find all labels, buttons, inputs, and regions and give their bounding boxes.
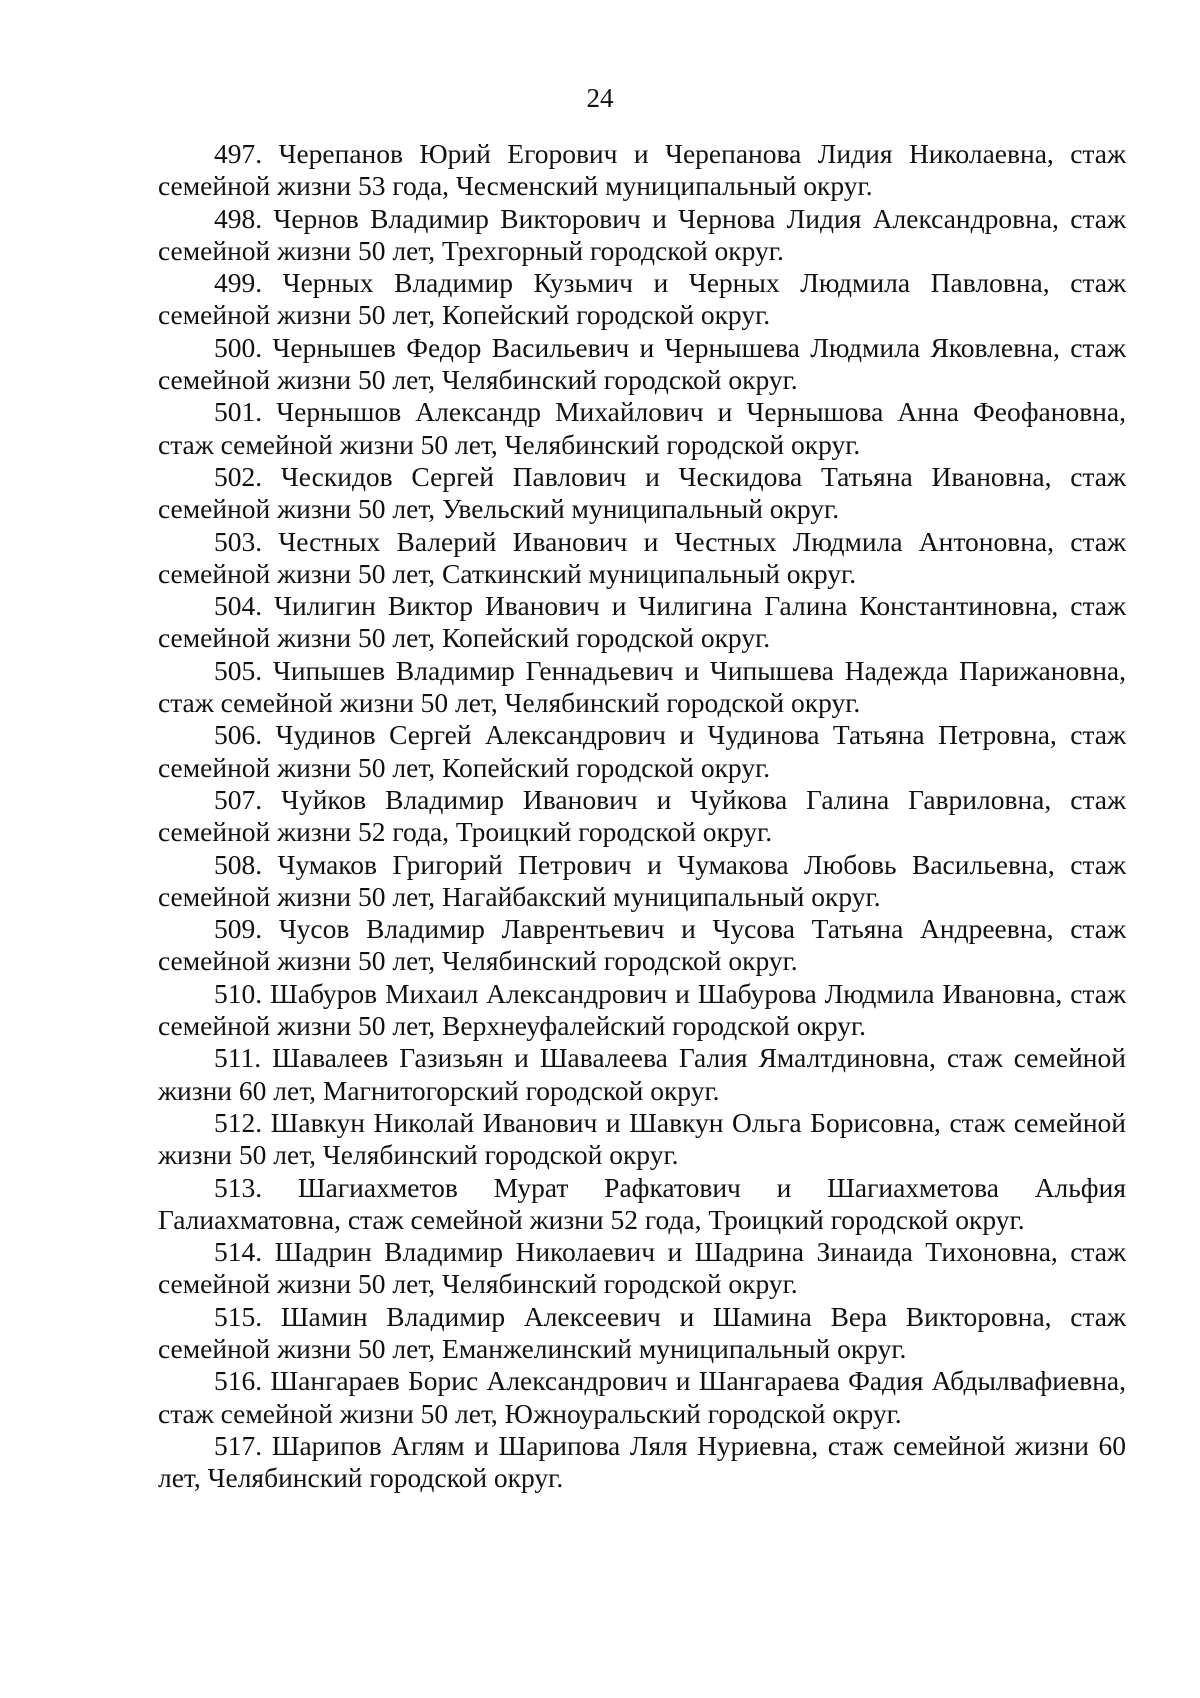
list-item: 508. Чумаков Григорий Петрович и Чумакова Любовь Васильевна, стаж семейной жизни 50 лет, Нагайбакский муниципальный округ. xyxy=(158,848,1126,912)
list-item: 507. Чуйков Владимир Иванович и Чуйкова Галина Гавриловна, стаж семейной жизни 52 года, Троицкий городской округ. xyxy=(158,783,1126,848)
list-item: 499. Черных Владимир Кузьмич и Черных Людмила Павловна, стаж семейной жизни 50 лет, Копейский городской округ. xyxy=(158,267,1126,331)
list-item: 515. Шамин Владимир Алексеевич и Шамина Вера Викторовна, стаж семейной жизни 50 лет, Еманжелинский муниципальный округ. xyxy=(158,1300,1126,1364)
list-item: 512. Шавкун Николай Иванович и Шавкун Ольга Борисовна, стаж семейной жизни 50 лет, Челябинский городской округ. xyxy=(158,1106,1126,1171)
list-item: 511. Шавалеев Газизьян и Шавалеева Галия Ямалтдиновна, стаж семейной жизни 60 лет, Магнитогорский городской округ. xyxy=(158,1042,1126,1106)
list-item: 506. Чудинов Сергей Александрович и Чудинова Татьяна Петровна, стаж семейной жизни 50 лет, Копейский городской округ. xyxy=(158,719,1126,783)
list-item: 513. Шагиахметов Мурат Рафкатович и Шагиахметова Альфия Галиахматовна, стаж семейной жизни 52 года, Троицкий городской округ. xyxy=(158,1171,1126,1235)
list-item: 504. Чилигин Виктор Иванович и Чилигина Галина Константиновна, стаж семейной жизни 50 лет, Копейский городской округ. xyxy=(158,590,1126,654)
list-item: 516. Шангараев Борис Александрович и Шангараева Фадия Абдылвафиевна, стаж семейной жизни 50 лет, Южноуральский городской округ. xyxy=(158,1365,1126,1429)
entry-list xyxy=(158,138,1126,1494)
list-item: 501. Чернышов Александр Михайлович и Чернышова Анна Феофановна, стаж семейной жизни 50 лет, Челябинский городской округ. xyxy=(158,396,1126,460)
list-item: 503. Честных Валерий Иванович и Честных Людмила Антоновна, стаж семейной жизни 50 лет, Саткинский муниципальный округ. xyxy=(158,525,1126,589)
page-number: 24 xyxy=(586,83,614,113)
list-item: 510. Шабуров Михаил Александрович и Шабурова Людмила Ивановна, стаж семейной жизни 50 лет, Верхнеуфалейский городской округ. xyxy=(158,977,1126,1042)
list-item: 498. Чернов Владимир Викторович и Чернова Лидия Александровна, стаж семейной жизни 50 лет, Трехгорный городской округ. xyxy=(158,202,1126,266)
list-item: 500. Чернышев Федор Васильевич и Чернышева Людмила Яковлевна, стаж семейной жизни 50 лет, Челябинский городской округ. xyxy=(158,331,1126,396)
list-item: 517. Шарипов Аглям и Шарипова Ляля Нуриевна, стаж семейной жизни 60 лет, Челябинский городской округ. xyxy=(158,1429,1126,1494)
list-item: 514. Шадрин Владимир Николаевич и Шадрина Зинаида Тихоновна, стаж семейной жизни 50 лет, Челябинский городской округ. xyxy=(158,1236,1126,1300)
list-item: 505. Чипышев Владимир Геннадьевич и Чипышева Надежда Парижановна, стаж семейной жизни 50 лет, Челябинский городской округ. xyxy=(158,654,1126,719)
list-item: 509. Чусов Владимир Лаврентьевич и Чусова Татьяна Андреевна, стаж семейной жизни 50 лет, Челябинский городской округ. xyxy=(158,913,1126,977)
list-item: 502. Ческидов Сергей Павлович и Ческидова Татьяна Ивановна, стаж семейной жизни 50 лет, Увельский муниципальный округ. xyxy=(158,460,1126,525)
list-item: 497. Черепанов Юрий Егорович и Черепанова Лидия Николаевна, стаж семейной жизни 53 года, Чесменский муниципальный округ. xyxy=(158,138,1126,202)
